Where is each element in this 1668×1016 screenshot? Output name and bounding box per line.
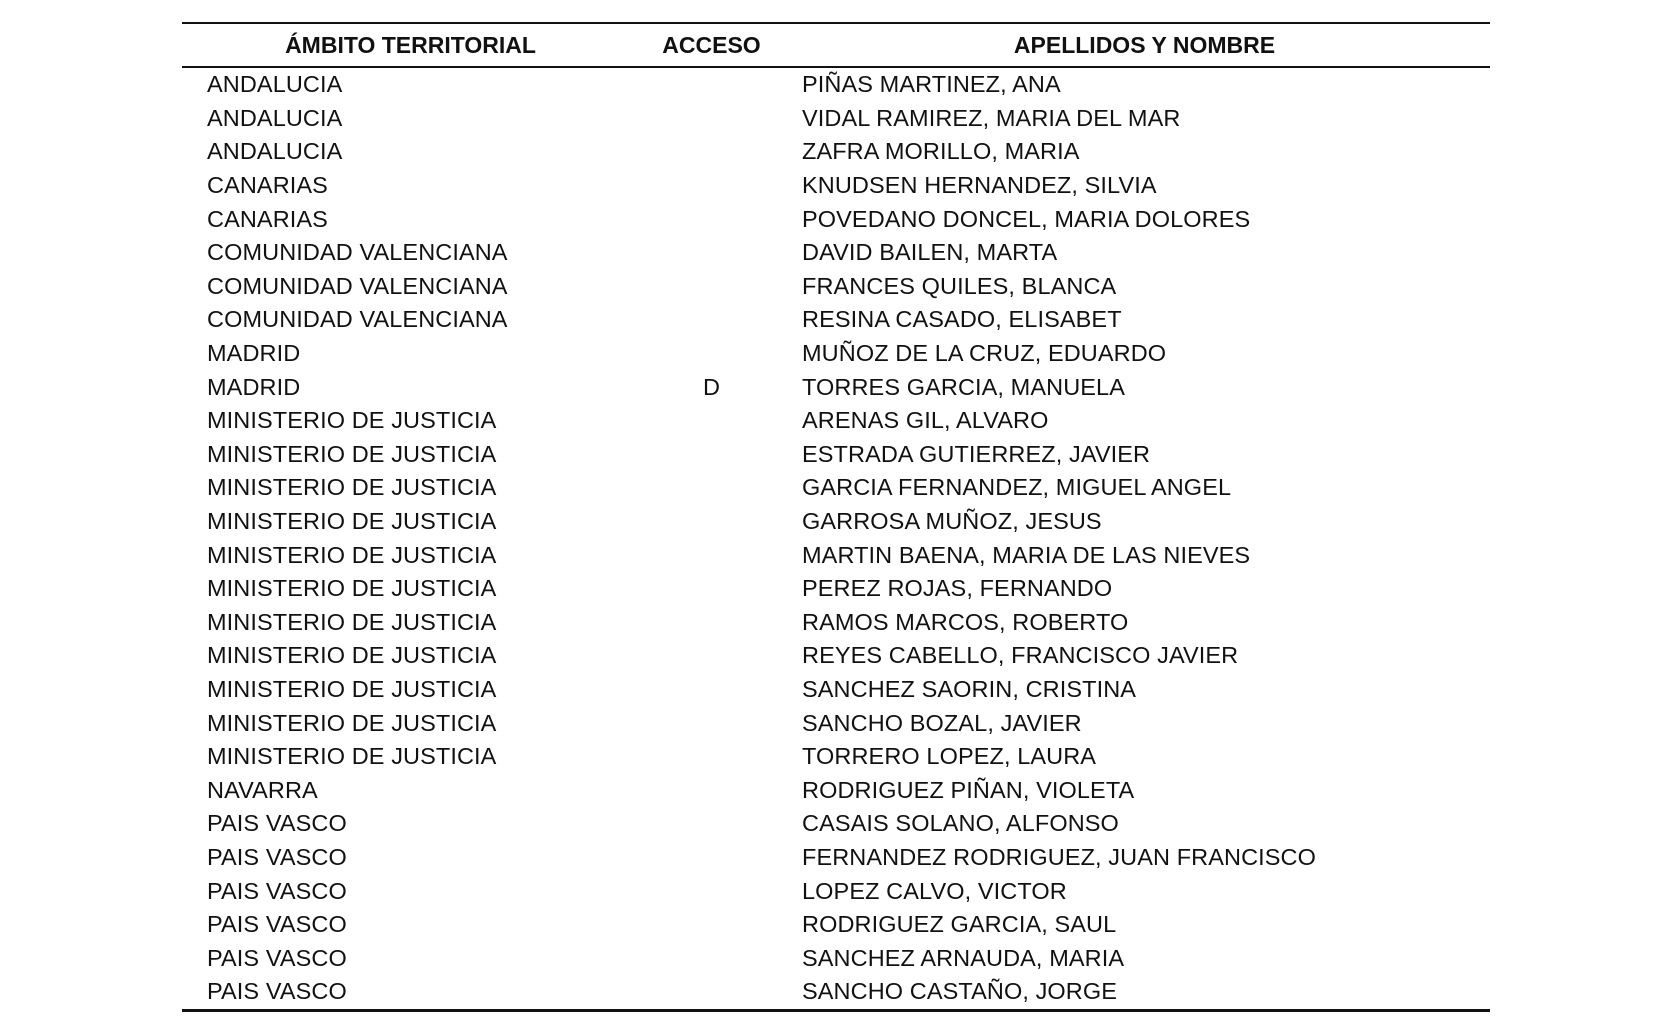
cell-apellidos-y-nombre: POVEDANO DONCEL, MARIA DOLORES (802, 205, 1251, 232)
table-row (182, 102, 1490, 136)
cell-acceso (614, 202, 799, 236)
cell-apellidos-y-nombre: REYES CABELLO, FRANCISCO JAVIER (802, 642, 1239, 669)
cell-apellidos-y-nombre: SANCHEZ SAORIN, CRISTINA (802, 675, 1137, 702)
cell-ambito-territorial: MINISTERIO DE JUSTICIA (207, 474, 497, 501)
cell-apellidos-y-nombre: GARCIA FERNANDEZ, MIGUEL ANGEL (802, 474, 1232, 501)
cell-ambito-territorial: ANDALUCIA (207, 138, 343, 165)
cell-acceso (614, 841, 799, 875)
column-header-ambito-territorial: ÁMBITO TERRITORIAL (285, 31, 536, 58)
table-body (182, 67, 1490, 1010)
cell-apellidos-y-nombre: VIDAL RAMIREZ, MARIA DEL MAR (802, 104, 1181, 131)
table-row (182, 505, 1490, 539)
cell-ambito-territorial: CANARIAS (207, 205, 328, 232)
cell-ambito-territorial: MADRID (207, 373, 301, 400)
table-row (182, 202, 1490, 236)
cell-apellidos-y-nombre: TORRES GARCIA, MANUELA (802, 373, 1125, 400)
cell-ambito-territorial: COMUNIDAD VALENCIANA (207, 272, 508, 299)
cell-acceso (614, 941, 799, 975)
cell-acceso (614, 740, 799, 774)
cell-ambito-territorial: ANDALUCIA (207, 71, 343, 98)
table-row (182, 370, 1490, 404)
cell-ambito-territorial: PAIS VASCO (207, 810, 347, 837)
cell-apellidos-y-nombre: ESTRADA GUTIERREZ, JAVIER (802, 440, 1151, 467)
cell-apellidos-y-nombre: LOPEZ CALVO, VICTOR (802, 877, 1067, 904)
cell-ambito-territorial: MINISTERIO DE JUSTICIA (207, 541, 497, 568)
cell-apellidos-y-nombre: MARTIN BAENA, MARIA DE LAS NIEVES (802, 541, 1251, 568)
results-table-container (182, 22, 1490, 1012)
table-row (182, 841, 1490, 875)
table-row (182, 236, 1490, 270)
table-row (182, 941, 1490, 975)
cell-apellidos-y-nombre: SANCHEZ ARNAUDA, MARIA (802, 944, 1125, 971)
header-row (182, 23, 1490, 67)
cell-apellidos-y-nombre: ZAFRA MORILLO, MARIA (802, 138, 1080, 165)
cell-acceso (614, 135, 799, 169)
cell-acceso (614, 303, 799, 337)
cell-apellidos-y-nombre: MUÑOZ DE LA CRUZ, EDUARDO (802, 340, 1167, 367)
table-row (182, 706, 1490, 740)
cell-apellidos-y-nombre: FRANCES QUILES, BLANCA (802, 272, 1117, 299)
cell-acceso (614, 706, 799, 740)
cell-acceso (614, 404, 799, 438)
cell-apellidos-y-nombre: FERNANDEZ RODRIGUEZ, JUAN FRANCISCO (802, 843, 1316, 870)
table-row (182, 67, 1490, 102)
cell-apellidos-y-nombre: SANCHO CASTAÑO, JORGE (802, 978, 1118, 1005)
table-row (182, 874, 1490, 908)
cell-ambito-territorial: MINISTERIO DE JUSTICIA (207, 709, 497, 736)
cell-apellidos-y-nombre: PIÑAS MARTINEZ, ANA (802, 71, 1061, 98)
table-row (182, 404, 1490, 438)
cell-acceso (614, 975, 799, 1010)
cell-ambito-territorial: CANARIAS (207, 172, 328, 199)
cell-apellidos-y-nombre: DAVID BAILEN, MARTA (802, 239, 1058, 266)
cell-acceso (614, 874, 799, 908)
cell-acceso (614, 471, 799, 505)
column-header-apellidos-y-nombre: APELLIDOS Y NOMBRE (1013, 31, 1276, 58)
cell-apellidos-y-nombre: ARENAS GIL, ALVARO (802, 407, 1049, 434)
cell-acceso (614, 236, 799, 270)
cell-apellidos-y-nombre: PEREZ ROJAS, FERNANDO (802, 575, 1113, 602)
table-row (182, 270, 1490, 304)
table-row (182, 673, 1490, 707)
cell-acceso (614, 572, 799, 606)
cell-acceso (614, 538, 799, 572)
cell-acceso (614, 438, 799, 472)
table-header (182, 23, 1490, 67)
cell-acceso (614, 908, 799, 942)
cell-apellidos-y-nombre: RODRIGUEZ GARCIA, SAUL (802, 911, 1117, 938)
table-row (182, 538, 1490, 572)
table-row (182, 169, 1490, 203)
cell-acceso (614, 773, 799, 807)
cell-ambito-territorial: MINISTERIO DE JUSTICIA (207, 642, 497, 669)
cell-ambito-territorial: MADRID (207, 340, 301, 367)
cell-acceso (614, 67, 799, 102)
table-row (182, 807, 1490, 841)
cell-ambito-territorial: PAIS VASCO (207, 944, 347, 971)
cell-apellidos-y-nombre: CASAIS SOLANO, ALFONSO (802, 810, 1119, 837)
cell-ambito-territorial: MINISTERIO DE JUSTICIA (207, 608, 497, 635)
table-row (182, 975, 1490, 1010)
cell-ambito-territorial: MINISTERIO DE JUSTICIA (207, 575, 497, 602)
cell-acceso (614, 673, 799, 707)
cell-acceso (614, 169, 799, 203)
table-row (182, 773, 1490, 807)
cell-acceso (614, 102, 799, 136)
cell-ambito-territorial: MINISTERIO DE JUSTICIA (207, 407, 497, 434)
cell-ambito-territorial: PAIS VASCO (207, 978, 347, 1005)
cell-acceso: D (702, 373, 721, 400)
cell-ambito-territorial: ANDALUCIA (207, 104, 343, 131)
cell-acceso (614, 270, 799, 304)
cell-acceso (614, 505, 799, 539)
table-row (182, 908, 1490, 942)
cell-apellidos-y-nombre: RAMOS MARCOS, ROBERTO (802, 608, 1129, 635)
cell-apellidos-y-nombre: RESINA CASADO, ELISABET (802, 306, 1122, 333)
results-table (182, 22, 1490, 1012)
cell-apellidos-y-nombre: RODRIGUEZ PIÑAN, VIOLETA (802, 776, 1135, 803)
cell-ambito-territorial: MINISTERIO DE JUSTICIA (207, 508, 497, 535)
cell-apellidos-y-nombre: TORRERO LOPEZ, LAURA (802, 743, 1097, 770)
cell-acceso (614, 639, 799, 673)
table-row (182, 639, 1490, 673)
table-row (182, 337, 1490, 371)
cell-ambito-territorial: MINISTERIO DE JUSTICIA (207, 440, 497, 467)
cell-acceso (614, 337, 799, 371)
table-row (182, 303, 1490, 337)
cell-ambito-territorial: MINISTERIO DE JUSTICIA (207, 743, 497, 770)
table-row (182, 572, 1490, 606)
cell-apellidos-y-nombre: SANCHO BOZAL, JAVIER (802, 709, 1082, 736)
cell-ambito-territorial: MINISTERIO DE JUSTICIA (207, 675, 497, 702)
cell-apellidos-y-nombre: GARROSA MUÑOZ, JESUS (802, 508, 1102, 535)
column-header-acceso: ACCESO (662, 31, 761, 58)
cell-acceso (614, 807, 799, 841)
cell-ambito-territorial: COMUNIDAD VALENCIANA (207, 306, 508, 333)
cell-ambito-territorial: PAIS VASCO (207, 877, 347, 904)
cell-ambito-territorial: PAIS VASCO (207, 843, 347, 870)
table-row (182, 438, 1490, 472)
cell-acceso (614, 606, 799, 640)
cell-ambito-territorial: COMUNIDAD VALENCIANA (207, 239, 508, 266)
table-row (182, 471, 1490, 505)
table-row (182, 740, 1490, 774)
cell-ambito-territorial: PAIS VASCO (207, 911, 347, 938)
table-row (182, 135, 1490, 169)
cell-apellidos-y-nombre: KNUDSEN HERNANDEZ, SILVIA (802, 172, 1157, 199)
cell-ambito-territorial: NAVARRA (207, 776, 318, 803)
table-row (182, 606, 1490, 640)
